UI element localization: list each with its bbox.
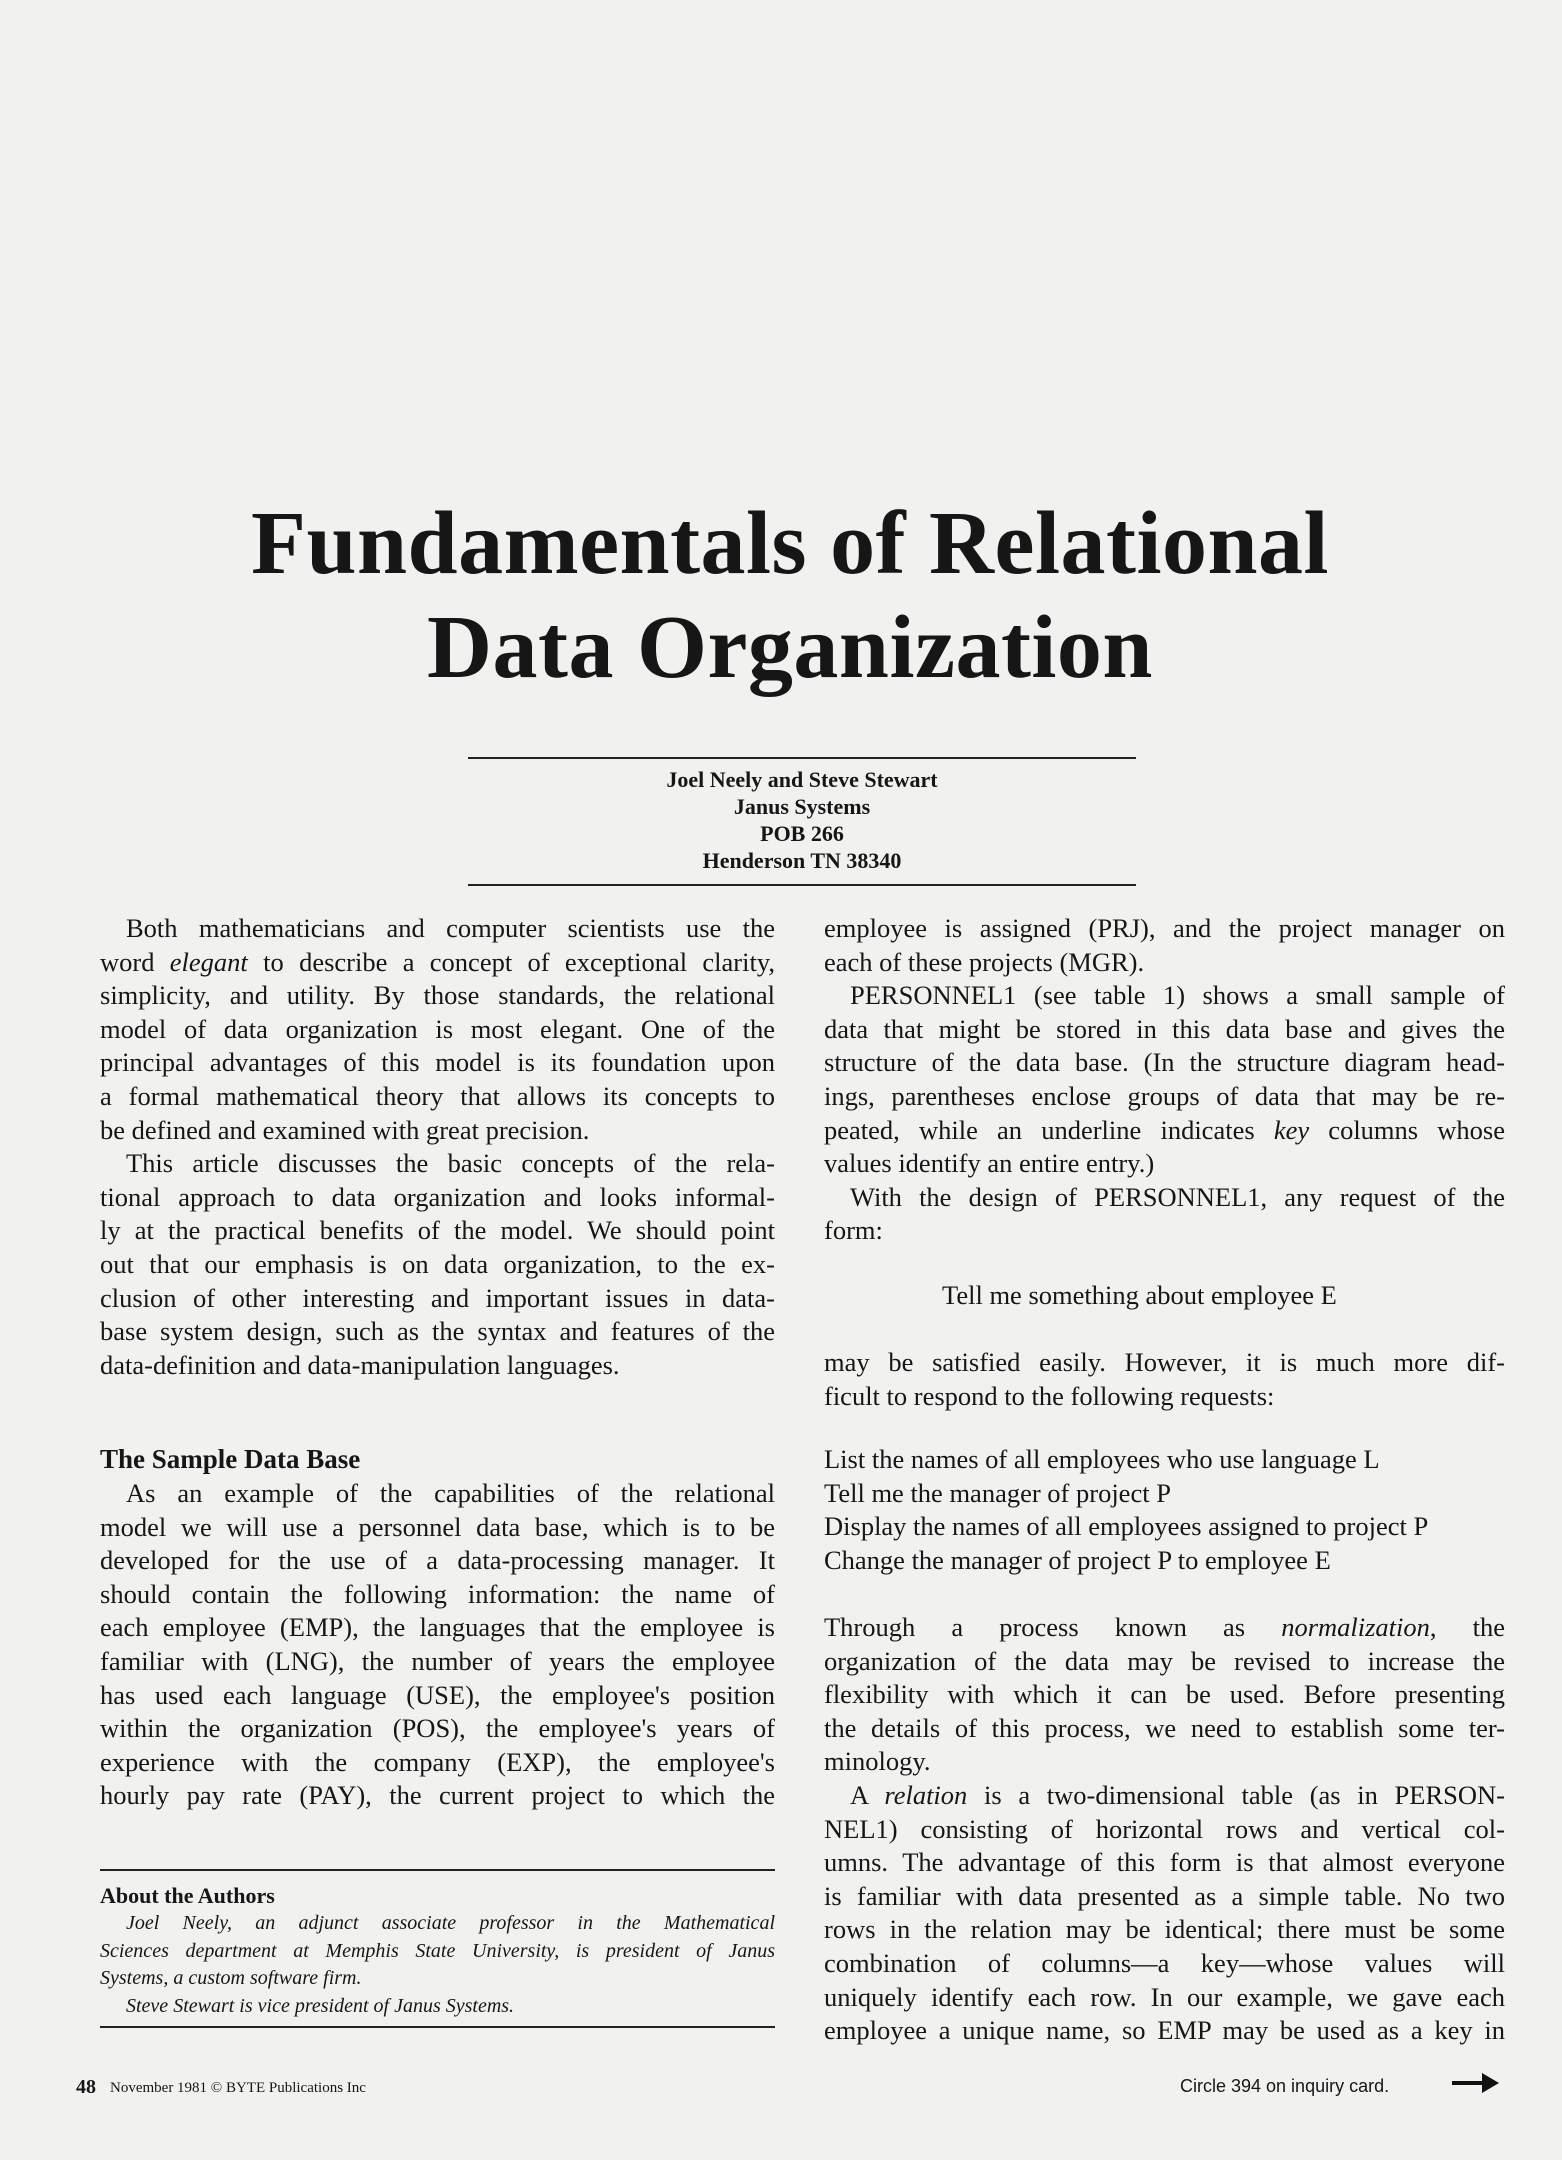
author-pob: POB 266 bbox=[760, 821, 844, 846]
text-line: within the organization (POS), the employee's years of bbox=[100, 1713, 775, 1744]
text-line: organization of the data may be revised to increase the bbox=[824, 1645, 1505, 1676]
text-line: model we will use a personnel data base, which is to be bbox=[100, 1511, 775, 1542]
text-line: may be satisfied easily. However, it is much more dif- bbox=[824, 1347, 1505, 1377]
text-line: employee a unique name, so EMP may be used as a key in bbox=[824, 2015, 1505, 2046]
byline bbox=[468, 766, 1136, 874]
title-line: Data Organization bbox=[427, 598, 1153, 697]
about-text bbox=[100, 1910, 775, 2020]
about-heading: About the Authors bbox=[100, 1883, 275, 1908]
text-line: experience with the company (EXP), the employee's bbox=[100, 1746, 775, 1777]
text-line: principal advantages of this model is its foundation upon bbox=[100, 1047, 775, 1078]
example-request: Tell me something about employee E bbox=[942, 1280, 1337, 1310]
intro-text bbox=[100, 912, 775, 1382]
text-line: combination of columns—a key—whose values will bbox=[824, 1947, 1505, 1978]
paragraph bbox=[824, 1346, 1505, 1413]
text-line: As an example of the capabilities of the relational bbox=[126, 1478, 775, 1508]
text-line: should contain the following information: the name of bbox=[100, 1578, 775, 1609]
about-authors-box bbox=[100, 1882, 775, 2020]
text-line: Through a process known as normalization, the bbox=[824, 1612, 1505, 1642]
text-line: hourly pay rate (PAY), the current project to which the bbox=[100, 1780, 775, 1811]
text-line: data-definition and data-manipulation languages. bbox=[100, 1349, 620, 1380]
text-line: ings, parentheses enclose groups of data that may be re- bbox=[824, 1080, 1505, 1111]
paragraph bbox=[100, 1993, 775, 2021]
text-line: a formal mathematical theory that allows its concepts to bbox=[100, 1080, 775, 1111]
text-line: ly at the practical benefits of the model. We should point bbox=[100, 1215, 775, 1246]
text-line: uniquely identify each row. In our example, we gave each bbox=[824, 1981, 1505, 2012]
paragraph bbox=[100, 1910, 775, 1993]
request-item: Tell me the manager of project P bbox=[824, 1477, 1171, 1508]
text-line: A relation is a two-dimensional table (as in PERSON- bbox=[850, 1779, 1505, 1810]
text-line: This article discusses the basic concepts of the rela- bbox=[126, 1148, 775, 1179]
article-title bbox=[0, 492, 1562, 700]
paragraph bbox=[824, 912, 1505, 979]
section-heading: The Sample Data Base bbox=[100, 1444, 361, 1474]
about-bottom-rule bbox=[100, 2026, 775, 2028]
text-line: values identify an entire entry.) bbox=[824, 1148, 1155, 1179]
text-line: rows in the relation may be identical; there must be some bbox=[824, 1914, 1505, 1945]
text-line: data that might be stored in this data base and gives the bbox=[824, 1013, 1505, 1044]
text-line: has used each language (USE), the employee's position bbox=[100, 1679, 775, 1710]
text-line: form: bbox=[824, 1215, 883, 1246]
page-number: 48 bbox=[76, 2076, 96, 2098]
author-names: Joel Neely and Steve Stewart bbox=[666, 767, 938, 792]
author-city: Henderson TN 38340 bbox=[702, 848, 902, 873]
text-line: tional approach to data organization and looks informal- bbox=[100, 1181, 775, 1212]
text-line: NEL1) consisting of horizontal rows and vertical col- bbox=[824, 1813, 1505, 1844]
text-line: umns. The advantage of this form is that almost everyone bbox=[824, 1847, 1505, 1878]
text-line: model of data organization is most elegant. One of the bbox=[100, 1013, 775, 1044]
paragraph bbox=[824, 979, 1505, 1181]
right-arrow-icon bbox=[1452, 2070, 1500, 2101]
text-line: Both mathematicians and computer scientists use the bbox=[126, 913, 775, 943]
title-line: Fundamentals of Relational bbox=[250, 494, 1330, 593]
text-line: the details of this process, we need to establish some ter- bbox=[824, 1712, 1505, 1743]
text-line: minology. bbox=[824, 1746, 931, 1777]
paragraph bbox=[824, 1779, 1505, 2048]
text-line: each employee (EMP), the languages that the employee is bbox=[100, 1612, 775, 1643]
paragraph bbox=[100, 1477, 775, 1813]
text-line: familiar with (LNG), the number of years the employee bbox=[100, 1645, 775, 1676]
text-line: Joel Neely, an adjunct associate professor in the Mathematical bbox=[126, 1912, 775, 1934]
right-column-bottom bbox=[824, 1611, 1505, 2048]
issue-line: November 1981 © BYTE Publications Inc bbox=[110, 2080, 366, 2096]
text-line: is familiar with data presented as a simple table. No two bbox=[824, 1880, 1505, 1911]
text-line: clusion of other interesting and important issues in data- bbox=[100, 1282, 775, 1313]
text-line: Systems, a custom software firm. bbox=[100, 1967, 362, 1989]
inquiry-note: Circle 394 on inquiry card. bbox=[1180, 2076, 1390, 2096]
text-line: developed for the use of a data-processing manager. It bbox=[100, 1545, 775, 1576]
text-line: simplicity, and utility. By those standards, the relational bbox=[100, 980, 775, 1011]
text-line: Sciences department at Memphis State University, is president of Janus bbox=[100, 1939, 775, 1962]
request-item: Change the manager of project P to employee E bbox=[824, 1544, 1331, 1575]
byline-bottom-rule bbox=[468, 884, 1136, 886]
request-list bbox=[824, 1443, 1505, 1577]
text-line: employee is assigned (PRJ), and the project manager on bbox=[824, 913, 1505, 943]
text-line: With the design of PERSONNEL1, any request of the bbox=[850, 1181, 1505, 1212]
right-column-mid bbox=[824, 1346, 1505, 1413]
text-line: peated, while an underline indicates key columns whose bbox=[824, 1114, 1505, 1145]
text-line: base system design, such as the syntax and features of the bbox=[100, 1316, 775, 1347]
paragraph bbox=[824, 1181, 1505, 1248]
sample-database-text bbox=[100, 1477, 775, 1813]
byline-top-rule bbox=[468, 757, 1136, 759]
text-line: out that our emphasis is on data organization, to the ex- bbox=[100, 1248, 775, 1279]
request-item: List the names of all employees who use language L bbox=[824, 1444, 1380, 1474]
paragraph bbox=[100, 1147, 775, 1382]
text-line: structure of the data base. (In the structure diagram head- bbox=[824, 1047, 1505, 1078]
text-line: flexibility with which it can be used. Before presenting bbox=[824, 1679, 1505, 1710]
text-line: Steve Stewart is vice president of Janus Systems. bbox=[126, 1994, 515, 2017]
paragraph bbox=[100, 912, 775, 1147]
text-line: word elegant to describe a concept of exceptional clarity, bbox=[100, 946, 775, 977]
text-line: each of these projects (MGR). bbox=[824, 946, 1145, 977]
text-line: ficult to respond to the following requests: bbox=[824, 1380, 1275, 1411]
text-line: be defined and examined with great precision. bbox=[100, 1114, 590, 1145]
text-line: PERSONNEL1 (see table 1) shows a small sample of bbox=[850, 980, 1505, 1011]
right-column-top bbox=[824, 912, 1505, 1248]
paragraph bbox=[824, 1611, 1505, 1779]
request-item: Display the names of all employees assigned to project P bbox=[824, 1511, 1429, 1542]
author-company: Janus Systems bbox=[733, 794, 871, 819]
about-top-rule bbox=[100, 1869, 775, 1871]
